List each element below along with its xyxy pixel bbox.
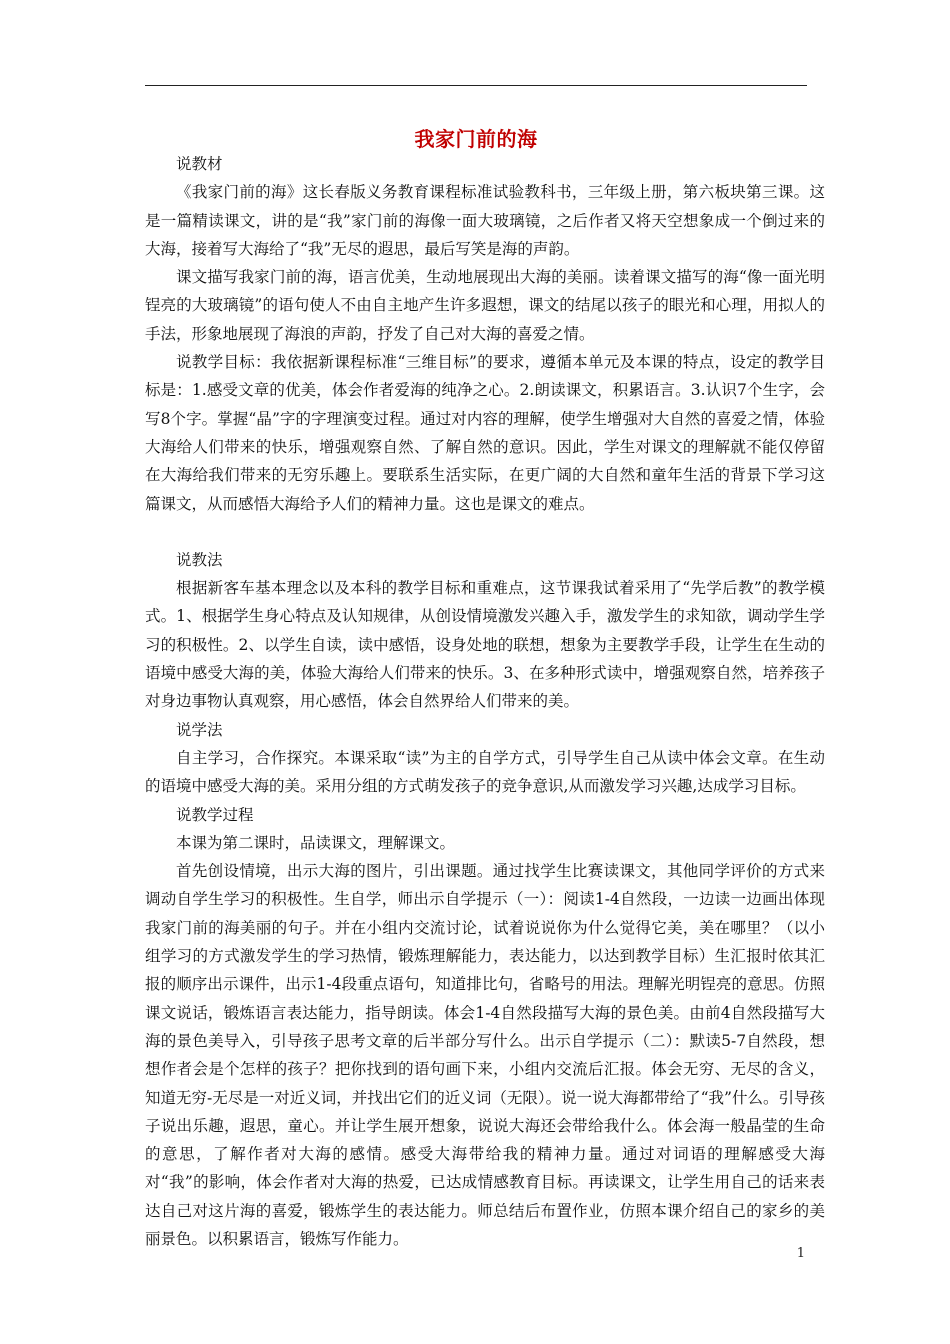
page-number: 1 — [796, 1246, 805, 1261]
section-gap — [145, 518, 825, 546]
body-paragraph: 根据新客车基本理念以及本科的教学目标和重难点，这节课我试着采用了“先学后教”的教学模式。1、根据学生身心特点及认知规律，从创设情境激发兴趣入手，激发学生的求知欲，调动学生学习的积极性。2、以学生自读，读中感悟，设身处地的联想，想象为主要教学手段，让学生在生动的语境中感受大海的美，体验大海给人们带来的快乐。3、在多种形式读中，增强观察自然，培养孩子对身边事物认真观察，用心感悟，体会自然界给人们带来的美。 — [145, 579, 825, 711]
section-heading: 说学法 — [176, 720, 223, 739]
body-paragraph: 说教学目标：我依据新课程标准“三维目标”的要求，遵循本单元及本课的特点，设定的教学目标是：1.感受文章的优美，体会作者爱海的纯净之心。2.朗读课文，积累语言。3.认识7个生字，会写8个字。掌握“晶”字的字理演变过程。通过对内容的理解，使学生增强对大自然的喜爱之情，体验大海给人们带来的快乐，增强观察自然、了解自然的意识。因此，学生对课文的理解就不能仅停留在大海给我们带来的无穷乐趣上。要联系生活实际，在更广阔的大自然和童年生活的背景下学习这篇课文，从而感悟大海给予人们的精神力量。这也是课文的难点。 — [145, 353, 825, 513]
body-paragraph: 课文描写我家门前的海，语言优美，生动地展现出大海的美丽。读着课文描写的海“像一面光明锃亮的大玻璃镜”的语句使人不由自主地产生许多遐想，课文的结尾以孩子的眼光和心理，用拟人的手法，形象地展现了海浪的声韵，抒发了自己对大海的喜爱之情。 — [145, 268, 825, 343]
document-body — [145, 150, 825, 1253]
header-rule — [145, 85, 807, 86]
section-heading: 说教材 — [176, 155, 223, 173]
document-title: 我家门前的海 — [414, 127, 538, 151]
body-paragraph: 自主学习，合作探究。本课采取“读”为主的自学方式，引导学生自己从读中体会文章。在生动的语境中感受大海的美。采用分组的方式萌发孩子的竞争意识,从而激发学习兴趣,达成学习目标。 — [145, 748, 825, 796]
section-heading: 说教学过程 — [176, 805, 254, 824]
section-heading: 说教法 — [176, 550, 223, 569]
body-paragraph: 本课为第二课时，品读课文，理解课文。 — [176, 833, 456, 852]
body-paragraph: 首先创设情境，出示大海的图片，引出课题。通过找学生比赛读课文，其他同学评价的方式来调动自学生学习的积极性。生自学，师出示自学提示（一）：阅读1-4自然段，一边读一边画出体现我家门前的海美丽的句子。并在小组内交流讨论，试着说说你为什么觉得它美，美在哪里？（以小组学习的方式激发学生的学习热情，锻炼理解能力，表达能力，以达到教学目标）生汇报时依其汇报的顺序出示课件，出示1-4段重点语句，知道排比句，省略号的用法。理解光明锃亮的意思。仿照课文说话，锻炼语言表达能力，指导朗读。体会1-4自然段描写大海的景色美。由前4自然段描写大海的景色美导入，引导孩子思考文章的后半部分写什么。出示自学提示（二）：默读5-7自然段，想想作者会是个怎样的孩子？把你找到的语句画下来，小组内交流后汇报。体会无穷、无尽的含义，知道无穷-无尽是一对近义词，并找出它们的近义词（无限）。说一说大海都带给了“我”什么。引导孩子说出乐趣，遐思，童心。并让学生展开想象，说说大海还会带给我什么。体会海一般晶莹的生命的意思，了解作者对大海的感情。感受大海带给我的精神力量。通过对词语的理解感受大海对“我”的影响，体会作者对大海的热爱，已达成情感教育目标。再读课文，让学生用自己的话来表达自己对这片海的喜爱，锻炼学生的表达能力。师总结后布置作业，仿照本课介绍自己的家乡的美丽景色。以积累语言，锻炼写作能力。 — [145, 862, 825, 1248]
body-paragraph: 《我家门前的海》这长春版义务教育课程标准试验教科书，三年级上册，第六板块第三课。这是一篇精读课文，讲的是“我”家门前的海像一面大玻璃镜，之后作者又将天空想象成一个倒过来的大海，接着写大海给了“我”无尽的遐思，最后写笑是海的声韵。 — [145, 183, 825, 258]
